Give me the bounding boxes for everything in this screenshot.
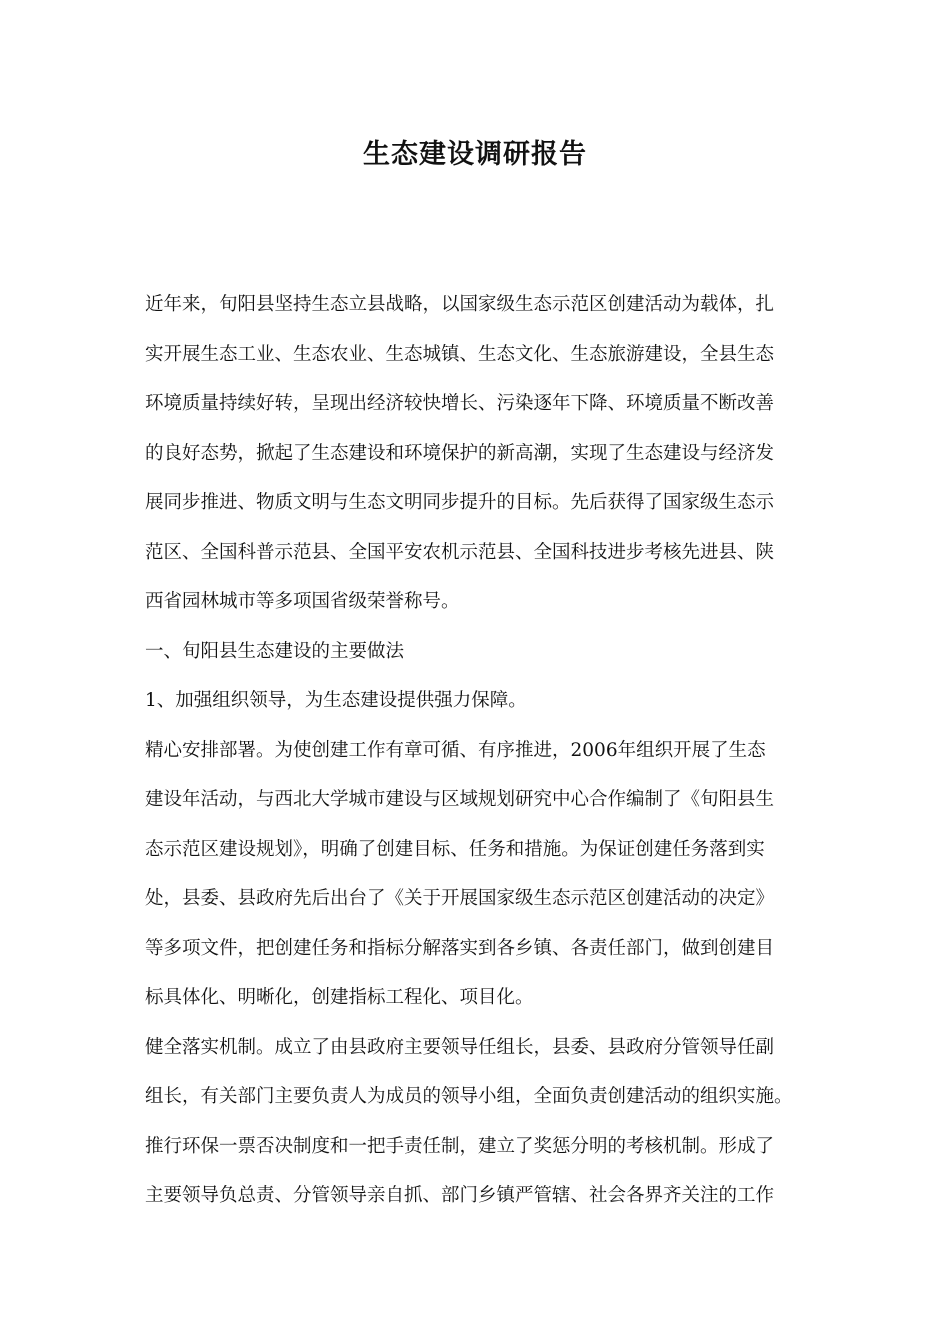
section-heading: 一、旬阳县生态建设的主要做法	[145, 640, 405, 662]
text-line: 的良好态势，掀起了生态建设和环境保护的新高潮，实现了生态建设与经济发	[145, 442, 775, 464]
text-line: 健全落实机制。成立了由县政府主要领导任组长，县委、县政府分管领导任副	[145, 1036, 775, 1058]
text-line: 推行环保一票否决制度和一把手责任制，建立了奖惩分明的考核机制。形成了	[145, 1135, 775, 1157]
document-title: 生态建设调研报告	[363, 139, 587, 170]
text-line: 近年来，旬阳县坚持生态立县战略，以国家级生态示范区创建活动为载体，扎	[145, 294, 775, 315]
document-body	[145, 287, 825, 1228]
text-line: 西省园林城市等多项国省级荣誉称号。	[145, 591, 460, 612]
text-line: 展同步推进、物质文明与生态文明同步提升的目标。先后获得了国家级生态示	[145, 492, 775, 513]
text-line: 组长，有关部门主要负责人为成员的领导小组，全面负责创建活动的组织实施。	[145, 1086, 793, 1107]
text-line: 建设年活动，与西北大学城市建设与区域规划研究中心合作编制了《旬阳县生	[145, 789, 775, 810]
text-line: 处，县委、县政府先后出台了《关于开展国家级生态示范区创建活动的决定》	[145, 888, 775, 909]
text-line: 等多项文件，把创建任务和指标分解落实到各乡镇、各责任部门，做到创建目	[145, 937, 775, 959]
text-line: 态示范区建设规划》，明确了创建目标、任务和措施。为保证创建任务落到实	[145, 838, 765, 860]
text-line: 环境质量持续好转，呈现出经济较快增长、污染逐年下降、环境质量不断改善	[145, 393, 775, 414]
text-line: 实开展生态工业、生态农业、生态城镇、生态文化、生态旅游建设，全县生态	[145, 343, 775, 365]
text-line: 标具体化、明晰化，创建指标工程化、项目化。	[145, 987, 534, 1008]
text-line: 主要领导负总责、分管领导亲自抓、部门乡镇严管辖、社会各界齐关注的工作	[145, 1185, 775, 1206]
text-line: 范区、全国科普示范县、全国平安农机示范县、全国科技进步考核先进县、陕	[145, 541, 775, 563]
subsection-heading: 1、加强组织领导，为生态建设提供强力保障。	[145, 690, 527, 711]
text-line: 精心安排部署。为使创建工作有章可循、有序推进，2006年组织开展了生态	[145, 739, 766, 761]
